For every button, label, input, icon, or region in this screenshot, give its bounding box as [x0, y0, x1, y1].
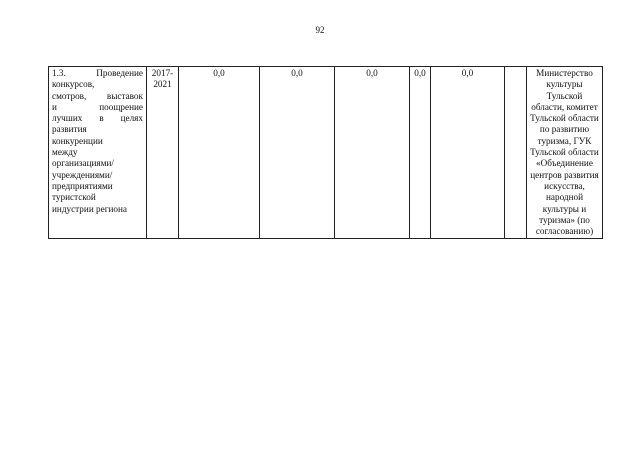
executor-line: туризма, ГУК [537, 135, 592, 146]
activity-name-line: смотров, выставок [52, 90, 143, 101]
activity-name-line: индустрии региона [52, 203, 127, 214]
program-activities-table [48, 66, 603, 239]
activity-name-line: лучших в целях [52, 113, 143, 124]
executor-line: культуры и [542, 203, 587, 214]
period-cell [147, 67, 179, 239]
value-cell: 0,0 [431, 67, 505, 239]
activity-name-line: организациями/ [52, 158, 114, 169]
executor-line: согласованию) [535, 226, 594, 237]
executor-line: области, комитет [531, 101, 598, 112]
activity-name-line: учреждениями/ [52, 169, 113, 180]
executor-line: центров развития [530, 169, 599, 180]
executor-line: искусства, [544, 180, 585, 191]
empty-cell [505, 67, 527, 239]
page-number: 92 [315, 25, 325, 35]
value-cell: 0,0 [179, 67, 260, 239]
period-line: 2017- [151, 68, 174, 78]
executor-line: Тульской [546, 90, 583, 101]
executor-line: культуры [546, 79, 583, 90]
executor-line: Тульской области [530, 147, 599, 158]
activity-name-line: предприятиями [52, 180, 113, 191]
activity-name-line: и поощрение [52, 101, 143, 112]
executor-line: по развитию [539, 124, 590, 135]
period-line: 2021 [153, 79, 172, 90]
activity-name-line: конкурсов, [52, 79, 95, 90]
executor-cell [527, 67, 603, 239]
value-cell: 0,0 [260, 67, 335, 239]
executor-line: «Объединение [536, 158, 593, 169]
executor-line: Министерство [536, 68, 593, 78]
activity-name-line: конкуренции [52, 135, 103, 146]
executor-line: народной [545, 192, 584, 203]
table-row [49, 67, 603, 239]
activity-name-cell [49, 67, 147, 239]
activity-name-line: 1.3. Проведение [52, 68, 143, 78]
activity-name-line: развития [52, 124, 87, 135]
value-cell: 0,0 [410, 67, 431, 239]
activity-name-line: между [52, 147, 78, 158]
activity-name-line: туристской [52, 192, 96, 203]
value-cell: 0,0 [335, 67, 410, 239]
executor-line: Тульской области [530, 113, 599, 124]
executor-line: туризма» (по [539, 214, 590, 225]
